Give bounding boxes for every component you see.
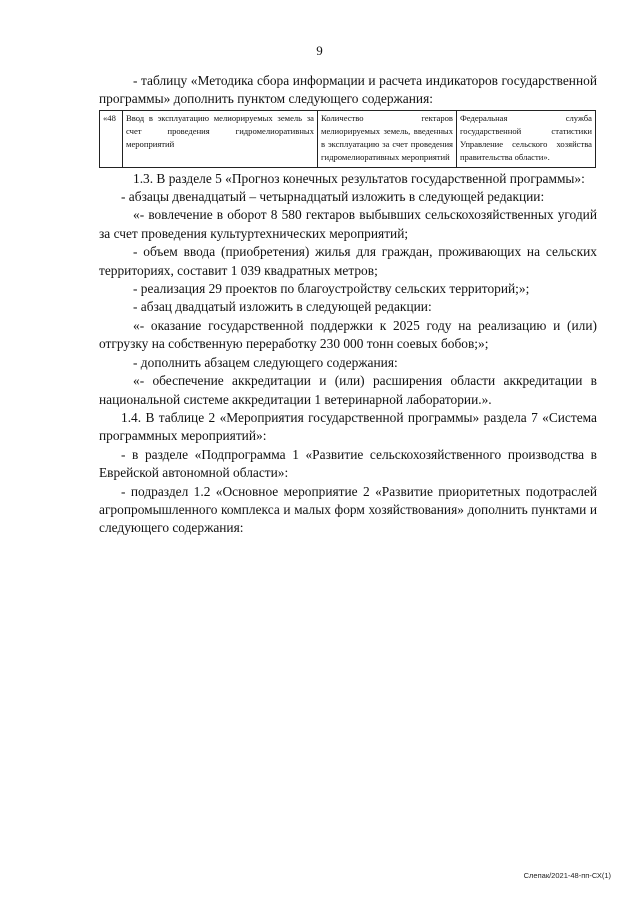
paragraph: «- оказание государственной поддержки к 2025 году на реализацию и (или) отгрузку на собственную переработку 230 000 тонн соевых бобов;»; (99, 317, 597, 352)
document-footer-code: Слепак/2021-48-пп-СХ(1) (523, 871, 611, 880)
paragraph: - абзацы двенадцатый – четырнадцатый изложить в следующей редакции: (121, 189, 545, 205)
paragraph: - подраздел 1.2 «Основное мероприятие 2 «Развитие приоритетных подотраслей агропромышленного комплекса и малых форм хозяйствования» дополнить пунктами и следующего содержания: (99, 483, 597, 536)
paragraph: - объем ввода (приобретения) жилья для граждан, проживающих на сельских территориях, составит 1 039 квадратных метров; (99, 244, 597, 278)
indicator-table (99, 110, 596, 168)
paragraph-section-1-4: 1.4. В таблице 2 «Мероприятия государственной программы» раздела 7 «Система программных мероприятий»: (99, 409, 597, 444)
paragraph: - абзац двадцатый изложить в следующей редакции: (133, 299, 432, 315)
table-cell-source: Федеральная служба государственной статистики Управление сельского хозяйства правительства области». (457, 110, 596, 167)
paragraph: - в разделе «Подпрограмма 1 «Развитие сельскохозяйственного производства в Еврейской автономной области»: (99, 446, 597, 481)
intro-paragraph: - таблицу «Методика сбора информации и расчета индикаторов государственной программы» дополнить пунктом следующего содержания: (99, 73, 597, 107)
paragraph: «- вовлечение в оборот 8 580 гектаров выбывших сельскохозяйственных угодий за счет проведения культуртехнических мероприятий; (99, 207, 597, 241)
table-cell-method: Количество гектаров мелиорируемых земель, введенных в эксплуатацию за счет проведения гидромелиоративных мероприятий (318, 110, 457, 167)
page-number: 9 (316, 43, 323, 58)
paragraph: «- обеспечение аккредитации и (или) расширения области аккредитации в национальной системе аккредитации 1 ветеринарной лаборатории.». (99, 373, 597, 407)
table-cell-number: «48 (100, 110, 123, 167)
paragraph: - реализация 29 проектов по благоустройству сельских территорий;»; (133, 281, 530, 297)
paragraph-section-1-3: 1.3. В разделе 5 «Прогноз конечных результатов государственной программы»: (133, 170, 585, 186)
paragraph: - дополнить абзацем следующего содержания: (133, 354, 398, 370)
document-body (99, 72, 597, 538)
table-row (100, 110, 596, 167)
table-cell-indicator: Ввод в эксплуатацию мелиорируемых земель за счет проведения гидромелиоративных мероприятий (123, 110, 318, 167)
